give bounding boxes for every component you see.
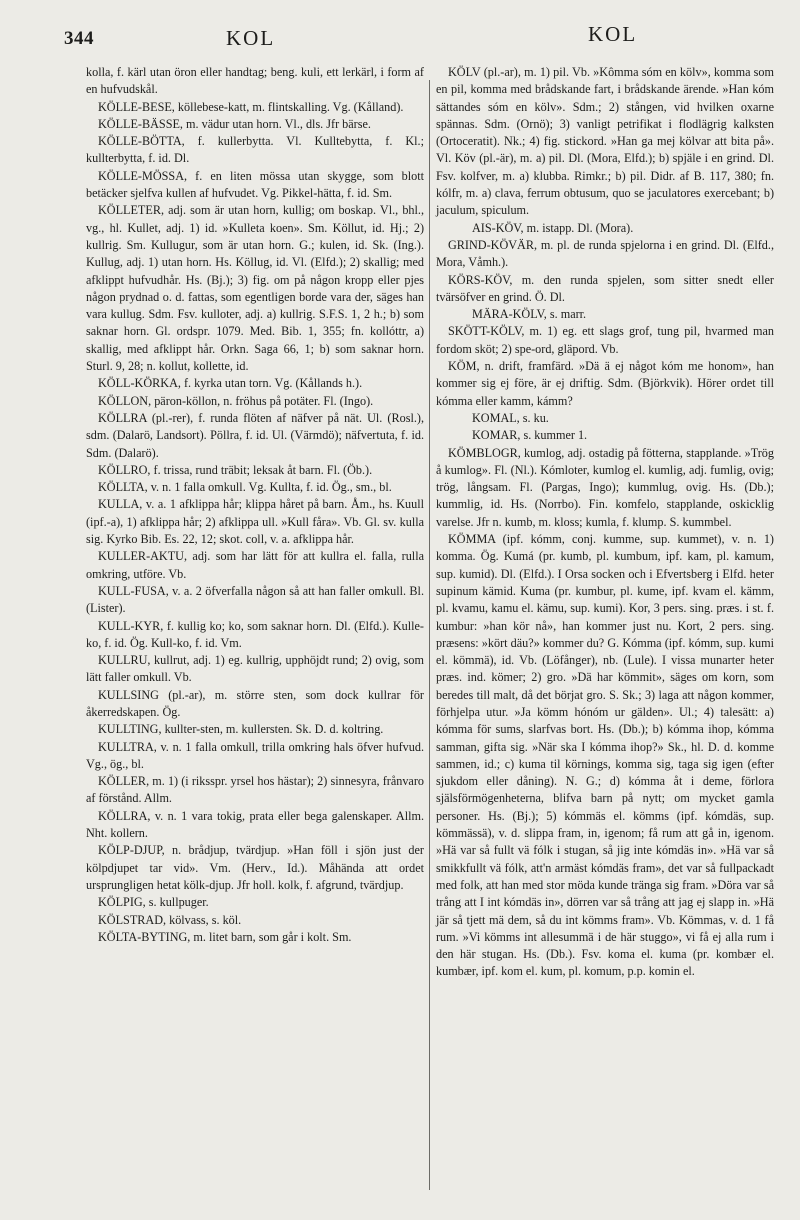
entry: KÖLP-DJUP, n. brådjup, tvärdjup. »Han föll i sjön just der kölpdjupet tar vid». Vm. (Herv., Id.). Måhända att ordet ursprungligen hetat kölk-djup. Jfr holl. kolk, f. afgrund, tvärdjup. [86, 843, 424, 892]
entry: MÄRA-KÖLV, s. marr. [472, 307, 587, 322]
left-running-headword: KOL [226, 26, 276, 50]
entry: KÖLLE-BÄSSE, m. vädur utan horn. Vl., dls. Jfr bärse. [98, 116, 371, 131]
entry: KULLRU, kullrut, adj. 1) eg. kullrig, upphöjdt rund; 2) ovig, som lätt faller omkull. Vb. [86, 653, 424, 685]
entry: KULLTRA, v. n. 1 falla omkull, trilla omkring hals öfver hufvud. Vg., ög., bl. [86, 739, 424, 771]
entry: SKÖTT-KÖLV, m. 1) eg. ett slags grof, tung pil, hvarmed man fordom sköt; 2) spe-ord, gläpord. Vb. [436, 324, 774, 356]
right-running-headword: KOL [588, 22, 638, 46]
entry: KULLER-AKTU, adj. som har lätt för att kullra el. falla, rulla omkring, utföre. Vb. [86, 549, 424, 581]
entry: KULLTING, kullter-sten, m. kullersten. Sk. D. d. koltring. [98, 722, 384, 737]
column-divider [429, 80, 430, 1190]
entry: KÖLPIG, s. kullpuger. [98, 895, 209, 910]
entry: KULL-FUSA, v. a. 2 öfverfalla någon så att han faller omkull. Bl. (Lister). [86, 583, 424, 616]
entry: KÖLLRA, v. n. 1 vara tokig, prata eller bega galenskaper. Allm. Nht. kollern. [86, 808, 424, 841]
entry: KÖMMA (ipf. kómm, conj. kumme, sup. kummet), v. n. 1) komma. Ög. Kumá (pr. kumb, pl. kumbum, ipf. kam, pl. kamum, sup. kumid). Dl. (Elfd.). I Orsa socken och i Efvertsberg i Elfd. heter supinum kämid. Kuma (pr. kumbur, pl. kume, ipf. kvam el. kämm, pl. kvamu, kamu el. kämu, sup. kumi). Kor, 3 pers. sing. præs. i st. f. kumbur: »han kör nå», han kommer just nu. Kort, 2 pers. sing. præsens: »kört däu?» kommer du? G. Kómma (ipf. kómm, sup. kumi el. kömmä), id. Vb. (Löfånger), nb. (Lule). I vissa munarter heter præs. ind. kömer; 2) gro. »Dä har kömmit», säges om korn, som beredes till malt, då det börjat gro. S. Sk.; 3) laga att någon kommer, förhjelpa utur. »Ja kömm hónóm ur gälden». Ul.; 4) talesätt: a) kómma för sums, slarfvas bort. Hs. (Db.); b) kómma ihop, kómma samman, gifta sig. »När ska I kómma ihop?» Sk., hl. D. d. komme sammen, id.; c) kuma til körnings, komma sig, taga sig igen (efter sjukdom eller dåning). N. G.; d) kómma åt i deme, förlora själsförmögenheterna, blifva barn på nytt; om mycket gamla personer. Hs. (Bj.); 5) kómmäs el. kömms (ipf. kómdäs, sup. kömmässä), v. d. slippa fram, in, igenom; få rum att gå in, igenom. »Hä var så fullt vä fólk i stugan, så jig inte kómdäs in». »Hä var så smikkfullt vä fólk, att'n armäst kómdäs fram», det var så fullpackadt med folk, att han med stor möda kunde tränga sig fram. »Döra var så trång att I int kómdäs in», dörren var så trång att jag ej slapp in. »Hä jär så tjett mä dem, så du int kömms fram». Vb. Kömmas, v. d. 1 få rum. »Vi kömms int allesummä i de här stuggo», vi få ej alla rum i den här stugan. Hs. (Db.). Fsv. koma el. kuma (pr. kombær el. kumbær, ipf. kom el. kum, pl. komum, p.p. komin el. [436, 532, 774, 979]
entry: KÖLLTA, v. n. 1 falla omkull. Vg. Kullta, f. id. Ög., sm., bl. [98, 480, 392, 495]
entry: KÖMBLOGR, kumlog, adj. ostadig på fötterna, stapplande. »Trög å kumlog». Fl. (Nl.). Kómloter, kumlog el. kumlig, adj. fumlig, ovig; trög, långsam. Fl. (Pargas, Ingo); kummlug, ovig. Hs. (Db.); kummlig, id. Hs. (Norrbo). Fin. komfelo, stapplande, oskicklig varelse. Jfr n. kumb, m. kloss; kumla, f. klump. S. kummbel. [436, 445, 774, 529]
entry: KÖLLRA (pl.-rer), f. runda flöten af näfver på nät. Ul. (Rosl.), sdm. (Dalarö, Landsort). Pöllra, f. id. Ul. (Värmdö); näfvertuta, f. id. Sdm. (Dalarö). [86, 410, 424, 460]
entry: KÖLLETER, adj. som är utan horn, kullig; om boskap. Vl., bhl., vg., hl. Kullet, adj. 1) id. »Kulleta koen». Sm. Köllut, id. Hj.; 2) kullrig. Sm. Kullugur, som är utan horn. G.; kulen, id. Sk. (Ing.). Kullug, adj. 1) utan horn. Hs. Köllug, id. Vl. (Elfd.); 2) skallig; med afklippt hufvudhår. Hs. (Bj.); 3) fig. om på någon kropp eller pjes någon prydnad o. d. fattas, som egentligen borde vara der, säges han vara kullug. Sdm. Fsv. kulloter, adj. a) kullrig. S.F.S. 1, 2 h.; b) som saknar horn. Gl. ordspr. 1079. Med. Bib. 1, 355; fn. kollóttr, a) skallig, med afklippt hår. Orkn. Saga 66, 1; b) som saknar horn. Sturl. 9, 28; n. kollut, kollette, id. [86, 203, 424, 374]
entry: KÖLTA-BYTING, m. litet barn, som går i kolt. Sm. [98, 929, 352, 944]
entry: AIS-KÖV, m. istapp. Dl. (Mora). [472, 220, 634, 235]
entry: KÖLLE-MÖSSA, f. en liten mössa utan skygge, som blott betäcker sjelfva kullen af hufvudet. Vg. Pikkel-hätta, f. id. Sm. [86, 168, 424, 201]
entry: KULL-KYR, f. kullig ko; ko, som saknar horn. Dl. (Elfd.). Kulle-ko, f. id. Ög. Kull-ko, f. id. Vm. [86, 618, 424, 650]
entry: KÖLSTRAD, kölvass, s. köl. [98, 912, 242, 927]
entry: KÖRS-KÖV, m. den runda spjelen, som sitter snedt eller tvärsöfver en grind. Ö. Dl. [436, 272, 774, 304]
entry: KÖLLON, päron-köllon, n. fröhus på potäter. Fl. (Ingo). [98, 393, 374, 408]
entry: KÖLLER, m. 1) (i riksspr. yrsel hos hästar); 2) sinnesyra, frånvaro af förstånd. Allm. [86, 774, 424, 806]
entry: KÖLL-KÖRKA, f. kyrka utan torn. Vg. (Kållands h.). [98, 376, 363, 391]
entry: KOMAL, s. ku. [472, 410, 549, 425]
entry: KULLA, v. a. 1 afklippa hår; klippa håret på barn. Åm., hs. Kuull (ipf.-a), 1) afklippa hår; 2) afklippa ull. »Kull fåra». Vb. Gl. sv. kulla sig. Kyrko Bib. Es. 22, 12; skot. coll, v. a. afklippa hår. [86, 497, 424, 547]
entry: KOMAR, s. kummer 1. [472, 428, 588, 443]
entry: KÖLV (pl.-ar), m. 1) pil. Vb. »Kômma sóm en kölv», komma som en pil, komma med brådskande fart, i brådskande ärende. »Han kóm sättandes sóm en kölv». Sdm.; 2) stången, vid hvilken oxarne spännas. Sdm. (Ornö); 3) vanligt petrifikat i flodlägrig kalksten (Ortoceratit). Nk.; 4) fig. stickord. »Han ga mej kölvar att bita på». Vl. Köv (pl.-är), m. a) pil. Dl. (Mora, Elfd.); b) spjäle i en grind. Dl. Fsv. kolfver, m. a) klubba. Rimkr.; b) pil. Didr. af B. 117, 380; fn. kólfr, m. a) clava, ferrum obtusum, quo se jaculatores exercebant; b) jaculum, spiculum. [436, 65, 774, 218]
page-number: 344 [64, 28, 94, 49]
entry: KÖLLRO, f. trissa, rund träbit; leksak åt barn. Fl. (Öb.). [98, 462, 373, 477]
entry: GRIND-KÖVÄR, m. pl. de runda spjelorna i en grind. Dl. (Elfd., Mora, Våmh.). [436, 237, 774, 270]
entry: kolla, f. kärl utan öron eller handtag; beng. kuli, ett lerkärl, i form af en hufvudskål. [86, 65, 424, 97]
running-head [0, 22, 800, 62]
left-column [86, 64, 424, 946]
right-column [436, 64, 774, 981]
entry: KÖLLE-BÖTTA, f. kullerbytta. Vl. Kulltebytta, f. Kl.; kullterbytta, f. id. Dl. [86, 134, 424, 166]
entry: KÖLLE-BESE, köllebese-katt, m. flintskalling. Vg. (Kålland). [98, 99, 404, 114]
entry: KÖM, n. drift, framfärd. »Dä ä ej något kóm me honom», han kommer sig ej före, är ej driftig. Sdm. (Björkvik). Hörer ordet till kómma eller kamm, kámm? [436, 359, 774, 408]
entry: KULLSING (pl.-ar), m. större sten, som dock kullrar för åkerredskapen. Ög. [86, 687, 424, 719]
